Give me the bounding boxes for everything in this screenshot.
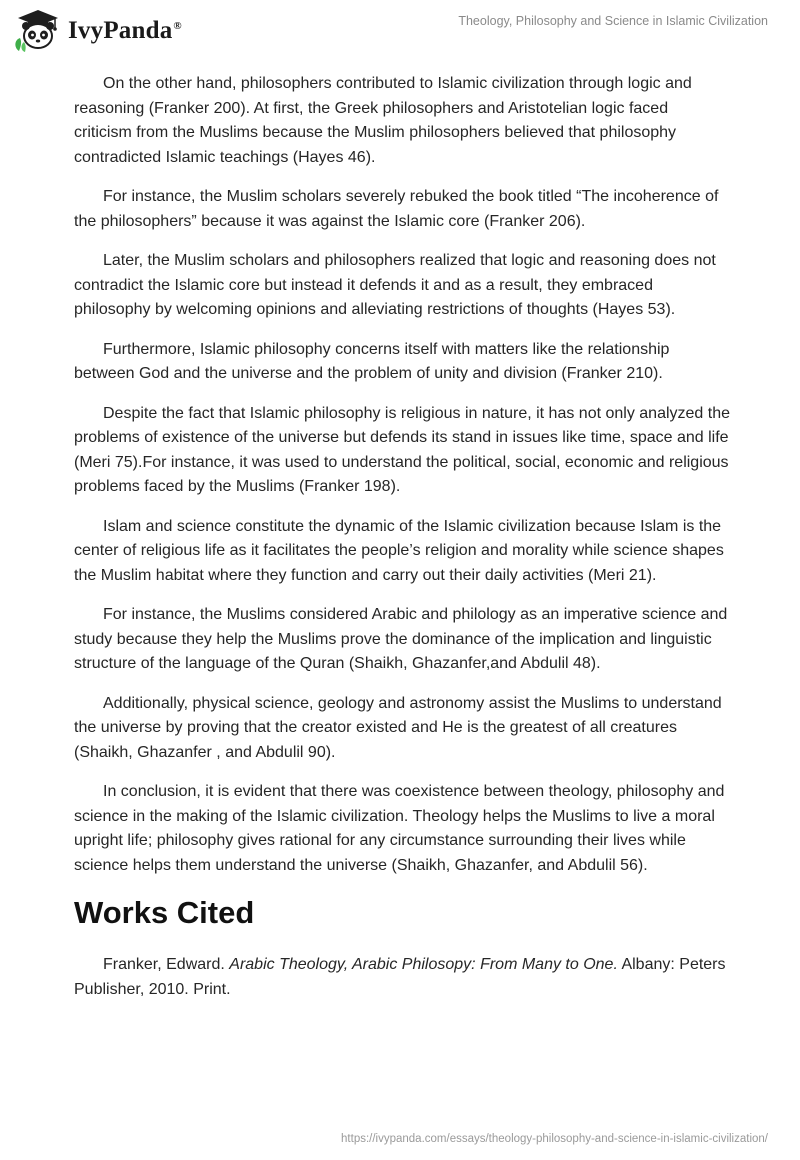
ivypanda-logo[interactable]: [14, 8, 182, 52]
body-paragraph: Additionally, physical science, geology and astronomy assist the Muslims to understand the universe by proving that the creator existed and He is the greatest of all creatures (Shaikh, Ghazanfer , and Abdulil 90).: [74, 694, 722, 761]
panda-graduation-cap-icon: [14, 8, 62, 52]
page-header: [0, 0, 800, 60]
body-paragraph: On the other hand, philosophers contributed to Islamic civilization through logic and reasoning (Franker 200). At first, the Greek philosophers and Aristotelian logic faced criticism from the Muslims because the Muslim philosophers believed that philosophy contradicted Islamic teachings (Hayes 46).: [74, 75, 692, 166]
citation-publication: Albany: Peters Publisher, 2010. Print.: [74, 956, 726, 998]
citation-author: Franker, Edward.: [103, 956, 230, 973]
essay-body: [74, 72, 730, 1002]
body-paragraph: For instance, the Muslim scholars severely rebuked the book titled “The incoherence of the philosophers” because it was against the Islamic core (Franker 206).: [74, 188, 719, 230]
running-title: Theology, Philosophy and Science in Islamic Civilization: [458, 14, 768, 28]
logo-wordmark: IvyPanda®: [68, 17, 182, 44]
body-paragraph: Islam and science constitute the dynamic of the Islamic civilization because Islam is the center of religious life as it facilitates the people’s religion and morality while science shapes the Muslim habitat where they function and carry out their daily activities (Meri 21).: [74, 517, 724, 584]
body-paragraph: In conclusion, it is evident that there was coexistence between theology, philosophy and science in the making of the Islamic civilization. Theology helps the Muslims to live a moral upright life; philosophy gives rational for any circumstance surrounding their lives while science helps them understand the universe (Shaikh, Ghazanfer, and Abdulil 56).: [74, 783, 725, 874]
citation-title: Arabic Theology, Arabic Philosopy: From Many to One.: [229, 956, 618, 973]
source-url[interactable]: https://ivypanda.com/essays/theology-philosophy-and-science-in-islamic-civilization/: [341, 1133, 768, 1145]
body-paragraph: For instance, the Muslims considered Arabic and philology as an imperative science and study because they help the Muslims prove the dominance of the implication and linguistic structure of the language of the Quran (Shaikh, Ghazanfer,and Abdulil 48).: [74, 606, 728, 672]
body-paragraph: Furthermore, Islamic philosophy concerns itself with matters like the relationship between God and the universe and the problem of unity and division (Franker 210).: [74, 340, 670, 382]
body-paragraph: Later, the Muslim scholars and philosophers realized that logic and reasoning does not contradict the Islamic core but instead it defends it and as a result, they embraced philosophy by welcoming opinions and alleviating restrictions of thoughts (Hayes 53).: [74, 252, 716, 318]
citation-entry: [74, 953, 730, 1002]
body-paragraph: Despite the fact that Islamic philosophy is religious in nature, it has not only analyzed the problems of existence of the universe but defends its stand in issues like time, space and life (Meri 75).For instance, it was used to understand the political, social, economic and religious problems faced by the Muslims (Franker 198).: [74, 404, 731, 495]
works-cited-heading: Works Cited: [74, 895, 255, 930]
